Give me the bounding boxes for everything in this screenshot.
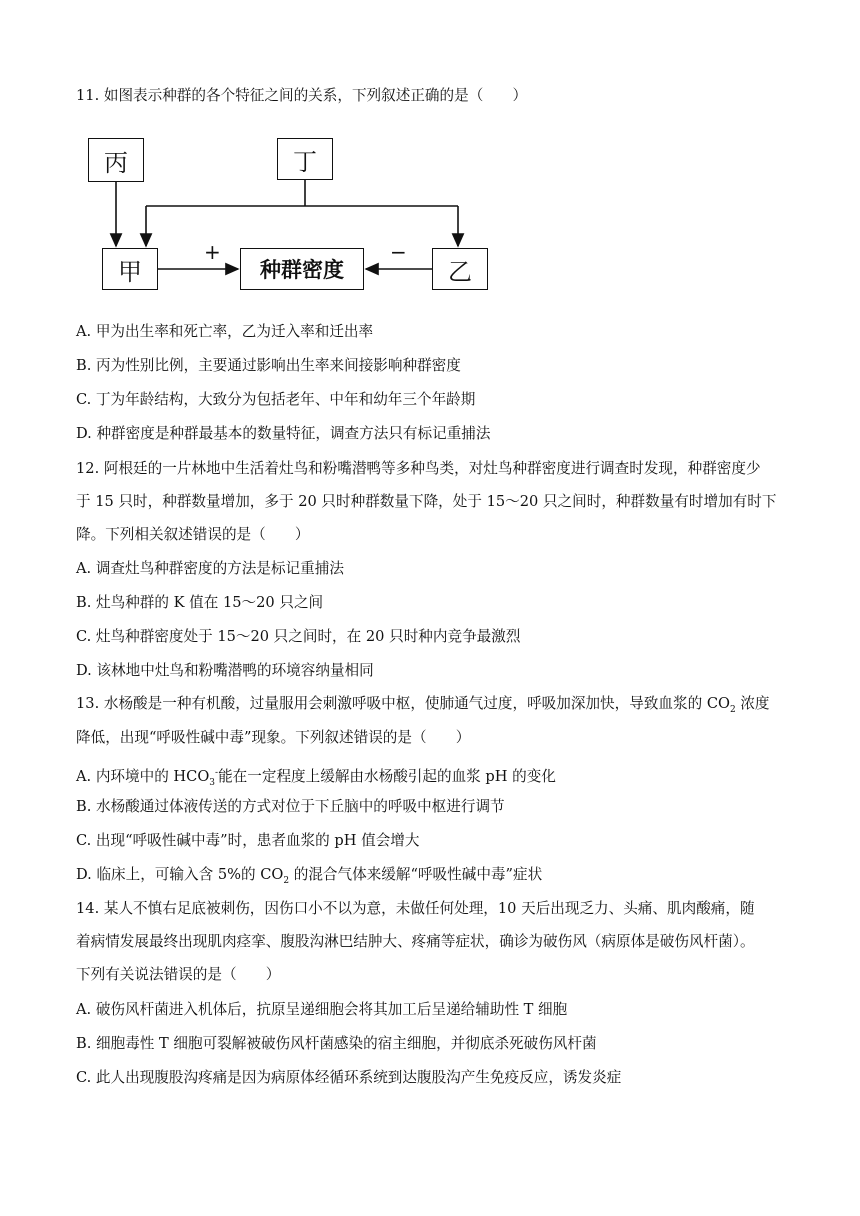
q12-stem-line-1: 12. 阿根廷的一片林地中生活着灶鸟和粉嘴潜鸭等多种鸟类，对灶鸟种群密度进行调查时发现，种群密度少 [76,460,761,477]
q13-stem-line-1 [76,694,796,720]
q13-stem-subscript: 2 [729,704,736,715]
box-bing: 丙 [88,138,144,182]
q13-opt-a-text-b: 能在一定程度上缓解由水杨酸引起的血浆 pH 的变化 [218,767,556,785]
q12-option-a: A. 调查灶鸟种群密度的方法是标记重捕法 [76,560,344,577]
box-yi: 乙 [432,248,488,290]
q13-option-c: C. 出现“呼吸性碱中毒”时，患者血浆的 pH 值会增大 [76,832,420,849]
q12-stem-line-3: 降。下列相关叙述错误的是（ ） [76,526,310,543]
q12-option-d: D. 该林地中灶鸟和粉嘴潜鸭的环境容纳量相同 [76,662,374,679]
q12-option-c: C. 灶鸟种群密度处于 15～20 只之间时，在 20 只时种内竞争最激烈 [76,628,521,645]
q14-option-b: B. 细胞毒性 T 细胞可裂解被破伤风杆菌感染的宿主细胞，并彻底杀死破伤风杆菌 [76,1035,597,1052]
q13-opt-d-text-b: 的混合气体来缓解“呼吸性碱中毒”症状 [289,866,543,883]
q14-stem-line-2: 着病情发展最终出现肌肉痉挛、腹股沟淋巴结肿大、疼痛等症状，确诊为破伤风（病原体是破伤风杆菌）。 [76,933,755,950]
q12-stem-line-2: 于 15 只时，种群数量增加，多于 20 只时种群数量下降，处于 15～20 只之间时，种群数量有时增加有时下 [76,493,777,510]
q13-stem-text-a: 13. 水杨酸是一种有机酸，过量服用会刺激呼吸中枢，使肺通气过度，呼吸加深加快，导致血浆的 CO [76,695,730,712]
q13-opt-a-subscript: 3 [209,777,216,788]
q13-stem-text-b: 浓度 [735,695,770,712]
q13-opt-d-subscript: 2 [283,875,290,886]
q14-option-a: A. 破伤风杆菌进入机体后，抗原呈递细胞会将其加工后呈递给辅助性 T 细胞 [76,1001,568,1018]
q13-option-d [76,865,796,891]
q14-stem-line-1: 14. 某人不慎右足底被刺伤，因伤口小不以为意，未做任何处理，10 天后出现乏力、头痛、肌肉酸痛，随 [76,900,755,917]
q11-option-b: B. 丙为性别比例，主要通过影响出生率来间接影响种群密度 [76,357,461,374]
q11-option-d: D. 种群密度是种群最基本的数量特征，调查方法只有标记重捕法 [76,425,491,442]
q13-option-b: B. 水杨酸通过体液传送的方式对位于下丘脑中的呼吸中枢进行调节 [76,798,505,815]
q13-opt-a-text-a: A. 内环境中的 HCO [76,767,210,785]
q13-opt-a-superscript: - [215,768,219,778]
q11-option-a: A. 甲为出生率和死亡率，乙为迁入率和迁出率 [76,323,374,340]
box-jia: 甲 [102,248,158,290]
q14-option-c: C. 此人出现腹股沟疼痛是因为病原体经循环系统到达腹股沟产生免疫反应，诱发炎症 [76,1069,622,1086]
plus-sign: + [204,240,221,264]
box-population-density: 种群密度 [240,248,364,290]
q11-option-c: C. 丁为年龄结构，大致分为包括老年、中年和幼年三个年龄期 [76,391,476,408]
q13-option-a [76,763,796,793]
q14-stem-line-3: 下列有关说法错误的是（ ） [76,966,281,983]
q11-stem: 11. 如图表示种群的各个特征之间的关系，下列叙述正确的是（ ） [76,87,528,104]
minus-sign: − [390,240,407,264]
q13-opt-d-text-a: D. 临床上，可输入含 5%的 CO [76,866,284,883]
q13-stem-line-2: 降低，出现“呼吸性碱中毒”现象。下列叙述错误的是（ ） [76,729,471,746]
q12-option-b: B. 灶鸟种群的 K 值在 15～20 只之间 [76,594,324,611]
box-ding: 丁 [277,138,333,180]
